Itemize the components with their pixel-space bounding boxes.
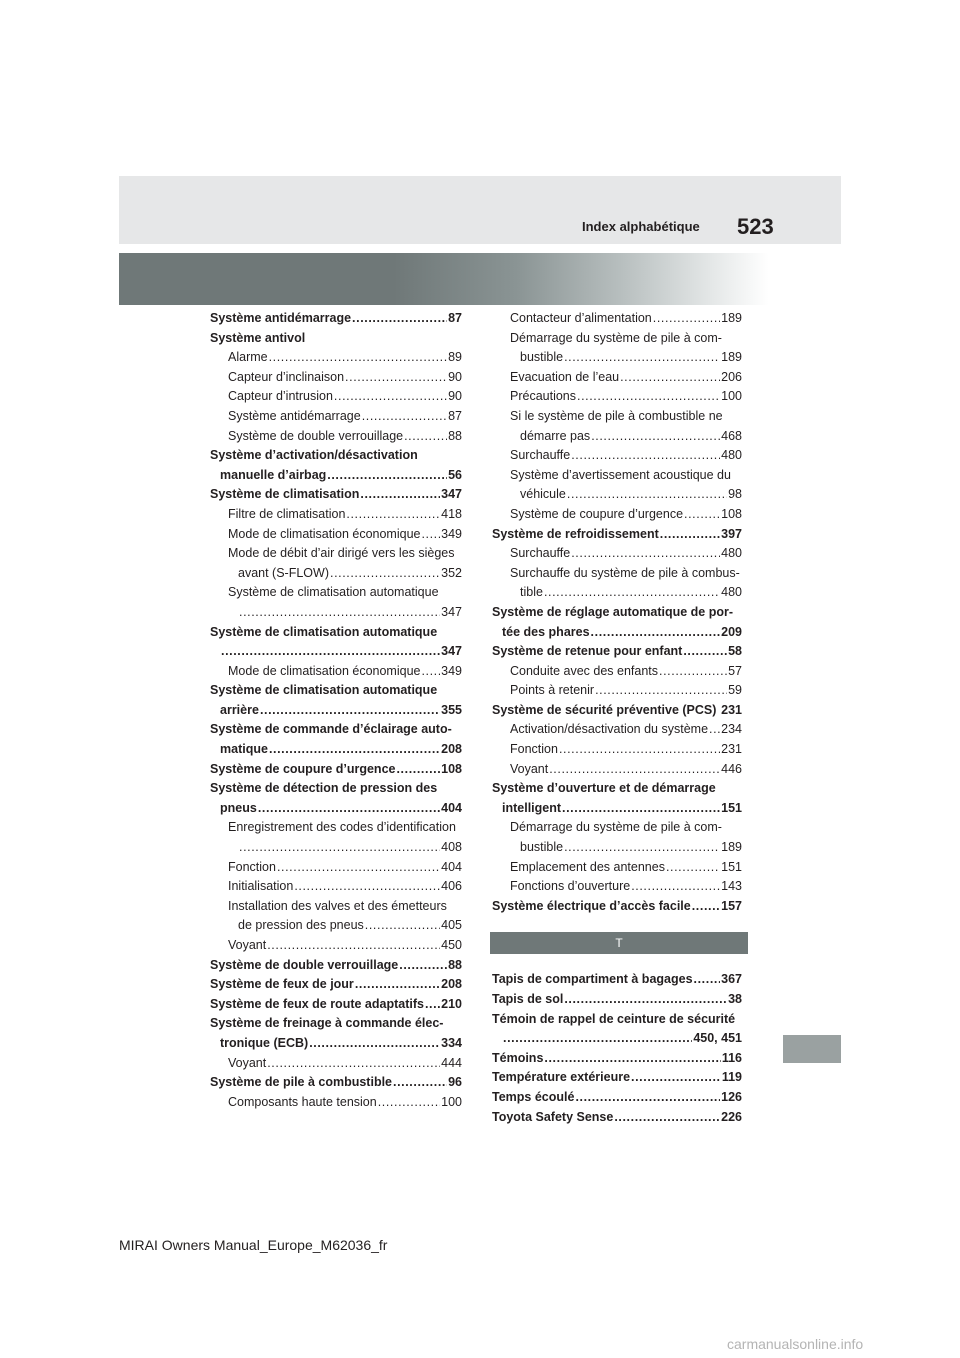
- dot-leader: [330, 564, 440, 584]
- index-entry-heading: Système de freinage à commande élec-: [210, 1016, 444, 1031]
- index-entry-label: Capteur d’inclinaison: [228, 369, 345, 384]
- index-entry-page: 226: [721, 1109, 742, 1124]
- index-entry-heading: Enregistrement des codes d’identification: [228, 820, 456, 835]
- dot-leader: [631, 877, 720, 897]
- dot-leader: [567, 485, 727, 505]
- dot-leader: [562, 799, 720, 819]
- index-entry-page: 347: [441, 604, 462, 619]
- index-entry[interactable]: [210, 1034, 462, 1054]
- dot-leader: [258, 799, 440, 819]
- index-entry-heading: Système antivol: [210, 330, 306, 345]
- index-entry[interactable]: [210, 995, 462, 1015]
- index-entry[interactable]: [492, 720, 742, 740]
- index-entry-page: 89: [448, 350, 462, 365]
- index-entry[interactable]: [210, 603, 462, 623]
- dot-leader: [267, 936, 440, 956]
- index-entry[interactable]: [210, 387, 462, 407]
- dot-leader: [421, 662, 440, 682]
- index-entry-heading: Système de climatisation automatique: [210, 683, 438, 698]
- dot-leader: [309, 1034, 440, 1054]
- index-entry-label: Système antidémarrage: [228, 408, 361, 423]
- index-entry[interactable]: [492, 1088, 742, 1108]
- dot-leader: [683, 642, 727, 662]
- dot-leader: [396, 760, 440, 780]
- index-entry[interactable]: [492, 662, 742, 682]
- dot-leader: [334, 387, 447, 407]
- index-entry[interactable]: [492, 348, 742, 368]
- index-entry[interactable]: [210, 466, 462, 486]
- index-entry-page: 98: [728, 487, 742, 502]
- dot-leader: [345, 368, 447, 388]
- index-entry-page: 108: [721, 506, 742, 521]
- index-entry-page: 88: [448, 957, 462, 972]
- index-entry-label: Conduite avec des enfants: [510, 663, 659, 678]
- index-entry-label: Filtre de climatisation: [228, 506, 346, 521]
- index-entry-label: Activation/désactivation du système: [510, 722, 709, 737]
- index-entry[interactable]: [492, 1029, 742, 1049]
- index-entry[interactable]: [210, 1093, 462, 1113]
- dot-leader: [362, 407, 447, 427]
- dot-leader: [577, 387, 720, 407]
- dot-leader: [544, 583, 720, 603]
- index-entry-page: 189: [721, 350, 742, 365]
- index-entry-heading: Témoin de rappel de ceinture de sécurité: [492, 1011, 736, 1026]
- dot-leader: [404, 427, 447, 447]
- index-entry-page: 208: [441, 977, 462, 992]
- dot-leader: [360, 485, 440, 505]
- index-entry[interactable]: [210, 642, 462, 662]
- dot-leader: [653, 309, 720, 329]
- dot-leader: [559, 740, 720, 760]
- index-entry-heading: Système d’ouverture et de démarrage: [492, 781, 716, 796]
- dot-leader: [709, 720, 720, 740]
- index-entry-page: 480: [721, 448, 742, 463]
- index-entry-label: démarre pas: [520, 428, 591, 443]
- index-entry[interactable]: [492, 877, 742, 897]
- index-entry-label: Alarme: [228, 350, 268, 365]
- index-entry-label: Système de retenue pour enfant: [492, 644, 683, 659]
- dot-leader: [355, 975, 440, 995]
- index-entry-heading: Si le système de pile à combustible ne: [510, 408, 723, 423]
- index-entry[interactable]: [210, 838, 462, 858]
- index-entry-page: 88: [448, 428, 462, 443]
- index-entry[interactable]: [492, 858, 742, 878]
- header-band: [119, 176, 841, 244]
- index-entry-label: Fonction: [510, 742, 558, 757]
- index-entry-page: 397: [721, 526, 742, 541]
- index-entry-page: 347: [441, 644, 462, 659]
- dot-leader: [393, 1073, 447, 1093]
- index-entry[interactable]: [492, 1108, 742, 1128]
- index-entry-label: Voyant: [228, 1055, 267, 1070]
- index-entry-page: 408: [441, 840, 462, 855]
- dot-leader: [267, 1054, 440, 1074]
- index-entry[interactable]: [492, 623, 742, 643]
- index-entry-label: Surchauffe: [510, 546, 571, 561]
- dot-leader: [544, 1049, 720, 1069]
- index-entry-page: 355: [441, 702, 462, 717]
- index-entry[interactable]: [210, 701, 462, 721]
- index-entry[interactable]: [210, 407, 462, 427]
- index-entry[interactable]: [492, 446, 742, 466]
- index-column-left: [210, 309, 462, 1112]
- index-entry[interactable]: [210, 525, 462, 545]
- dot-leader: [327, 466, 447, 486]
- index-entry-page: 480: [721, 546, 742, 561]
- index-entry-label: Fonctions d’ouverture: [510, 879, 631, 894]
- index-entry-heading: Installation des valves et des émetteurs: [228, 898, 447, 913]
- index-entry-page: 352: [441, 565, 462, 580]
- index-entry[interactable]: [210, 505, 462, 525]
- dot-leader: [564, 990, 727, 1010]
- dot-leader: [564, 838, 720, 858]
- index-entry-page: 406: [441, 879, 462, 894]
- index-entry-page: 468: [721, 428, 742, 443]
- index-entry-label: Mode de climatisation économique: [228, 526, 421, 541]
- dot-leader: [425, 995, 440, 1015]
- dot-leader: [692, 897, 720, 917]
- footer-text: MIRAI Owners Manual_Europe_M62036_fr: [119, 1237, 388, 1253]
- index-entry-label: matique: [220, 742, 268, 757]
- index-entry-heading: Système de détection de pression des: [210, 781, 438, 796]
- index-entry-label: avant (S-FLOW): [238, 565, 329, 580]
- index-entry[interactable]: [492, 387, 742, 407]
- index-entry[interactable]: [492, 485, 742, 505]
- index-entry-label: Composants haute tension: [228, 1094, 377, 1109]
- index-entry-page: 151: [721, 859, 742, 874]
- index-entry-heading: Démarrage du système de pile à com-: [510, 820, 722, 835]
- dot-leader: [591, 623, 721, 643]
- index-entry[interactable]: [492, 427, 742, 447]
- index-entry[interactable]: [492, 1068, 742, 1088]
- index-entry-page: 367: [721, 972, 742, 987]
- index-entry[interactable]: [492, 583, 742, 603]
- index-entry-heading: Système de réglage automatique de por-: [492, 604, 734, 619]
- index-entry[interactable]: [492, 897, 742, 917]
- index-entry[interactable]: [210, 936, 462, 956]
- index-entry-page: 57: [728, 663, 742, 678]
- index-entry-label: Temps écoulé: [492, 1089, 575, 1104]
- dot-leader: [684, 505, 720, 525]
- index-entry-label: Toyota Safety Sense: [492, 1109, 614, 1124]
- index-entry[interactable]: [492, 642, 742, 662]
- index-entry-page: 446: [721, 761, 742, 776]
- index-entry-heading: Mode de débit d’air dirigé vers les sièges: [228, 546, 455, 561]
- index-entry-label: Système de double verrouillage: [210, 957, 399, 972]
- index-entry-page: 189: [721, 311, 742, 325]
- index-entry-label: Température extérieure: [492, 1070, 631, 1085]
- index-entry[interactable]: [492, 544, 742, 564]
- dot-leader: [221, 642, 440, 662]
- index-entry-page: 90: [448, 389, 462, 404]
- index-entry-page: 404: [441, 859, 462, 874]
- index-entry-page: 349: [441, 663, 462, 678]
- index-entry[interactable]: [210, 1073, 462, 1093]
- index-entry[interactable]: [492, 368, 742, 388]
- section-title: Index alphabétique: [582, 219, 700, 234]
- index-entry[interactable]: [210, 485, 462, 505]
- index-entry-label: Initialisation: [228, 879, 294, 894]
- dot-leader: [269, 740, 440, 760]
- index-entry[interactable]: [492, 838, 742, 858]
- index-entry-page: 59: [728, 683, 742, 698]
- index-entry[interactable]: [210, 1054, 462, 1074]
- dot-leader: [591, 427, 720, 447]
- index-entry-label: Précautions: [510, 389, 577, 404]
- index-entry-page: 405: [441, 918, 462, 933]
- index-entry-heading: Démarrage du système de pile à com-: [510, 330, 722, 345]
- dot-leader: [239, 603, 440, 623]
- index-entry-page: 100: [441, 1094, 462, 1109]
- index-entry-label: Points à retenir: [510, 683, 595, 698]
- index-entry-page: 334: [441, 1035, 462, 1050]
- index-entry-label: Système de sécurité préventive (PCS): [492, 702, 717, 717]
- index-entry[interactable]: [492, 970, 742, 990]
- index-entry-page: 480: [721, 585, 742, 600]
- index-entry-label: Système antidémarrage: [210, 311, 352, 325]
- index-entry[interactable]: [210, 368, 462, 388]
- index-entry-label: bustible: [520, 350, 564, 365]
- index-entry-label: Système de coupure d’urgence: [210, 761, 396, 776]
- index-entry-label: Voyant: [228, 938, 267, 952]
- index-entry-heading: Surchauffe du système de pile à combus-: [510, 565, 740, 580]
- index-entry-page: 87: [448, 408, 462, 423]
- index-entry-page: 87: [448, 311, 462, 325]
- dot-leader: [239, 838, 440, 858]
- dot-leader: [571, 544, 720, 564]
- index-entry-page: 231: [721, 702, 742, 717]
- index-entry[interactable]: [210, 348, 462, 368]
- index-entry-label: tronique (ECB): [220, 1035, 309, 1050]
- index-entry-label: intelligent: [502, 800, 562, 815]
- index-entry[interactable]: [210, 858, 462, 878]
- index-entry-page: 90: [448, 369, 462, 384]
- index-entry-heading: Système de commande d’éclairage auto-: [210, 722, 452, 737]
- index-entry[interactable]: [210, 956, 462, 976]
- dot-leader: [571, 446, 720, 466]
- dot-leader: [277, 858, 440, 878]
- index-entry-page: 157: [721, 898, 742, 913]
- index-entry-page: 189: [721, 840, 742, 855]
- index-entry-label: Système de pile à combustible: [210, 1075, 393, 1090]
- dot-leader: [614, 1108, 720, 1128]
- watermark: carmanualsonline.info: [727, 1336, 864, 1352]
- index-entry-label: tée des phares: [502, 624, 590, 639]
- dot-leader: [421, 525, 440, 545]
- dot-leader: [660, 525, 720, 545]
- index-entry-page: 126: [721, 1089, 742, 1104]
- index-entry[interactable]: [492, 990, 742, 1010]
- index-entry-heading: Système d’activation/désactivation: [210, 448, 418, 463]
- dot-leader: [378, 1093, 440, 1113]
- dot-leader: [564, 348, 720, 368]
- index-entry-label: bustible: [520, 840, 564, 855]
- index-entry[interactable]: [210, 309, 462, 329]
- dot-leader: [399, 956, 447, 976]
- index-column-right: [492, 309, 742, 1127]
- index-entry-page: 143: [721, 879, 742, 894]
- index-entry[interactable]: [492, 799, 742, 819]
- page-number: 523: [737, 214, 774, 239]
- index-entry-page: 100: [721, 389, 742, 404]
- index-entry-page: 96: [448, 1075, 462, 1090]
- index-entry-label: Système de refroidissement: [492, 526, 659, 541]
- dot-leader: [659, 662, 727, 682]
- index-entry-label: pneus: [220, 800, 257, 815]
- index-entry-label: Tapis de compartiment à bagages: [492, 972, 693, 987]
- index-entry-label: arrière: [220, 702, 259, 717]
- index-entry-label: de pression des pneus: [238, 918, 364, 933]
- index-entry-label: Contacteur d’alimentation: [510, 311, 652, 325]
- index-entry[interactable]: [210, 760, 462, 780]
- index-entry-page: 56: [448, 467, 462, 482]
- dot-leader: [260, 701, 440, 721]
- index-entry-page: 38: [728, 992, 742, 1006]
- index-entry-heading: Système de climatisation automatique: [228, 585, 439, 600]
- index-entry-page: 116: [721, 1050, 742, 1065]
- index-entry-page: 58: [728, 644, 742, 659]
- dot-leader: [620, 368, 720, 388]
- index-entry-label: Fonction: [228, 859, 276, 874]
- index-entry[interactable]: [210, 740, 462, 760]
- index-entry-label: Capteur d’intrusion: [228, 389, 333, 404]
- index-entry-page: 450: [441, 938, 462, 952]
- index-entry-label: Système électrique d’accès facile: [492, 898, 691, 913]
- index-entry[interactable]: [210, 975, 462, 995]
- dot-leader: [575, 1088, 720, 1108]
- index-entry-page: 206: [721, 369, 742, 384]
- dot-leader: [365, 916, 440, 936]
- dot-leader: [269, 348, 448, 368]
- index-letter-heading: T: [490, 932, 748, 954]
- side-tab: [783, 1035, 841, 1063]
- dot-leader: [346, 505, 440, 525]
- index-entry-label: véhicule: [520, 487, 566, 502]
- index-entry-label: Surchauffe: [510, 448, 571, 463]
- index-entry-label: Mode de climatisation économique: [228, 663, 421, 678]
- index-entry-page: 404: [441, 800, 462, 815]
- index-entry-page: 231: [721, 742, 742, 757]
- index-entry-label: Système de climatisation: [210, 487, 360, 502]
- index-entry-label: Evacuation de l’eau: [510, 369, 620, 384]
- index-entry-label: Système de feux de jour: [210, 977, 354, 992]
- index-entry-label: Système de feux de route adaptatifs: [210, 996, 424, 1011]
- dot-leader: [503, 1029, 692, 1049]
- index-entry[interactable]: [210, 564, 462, 584]
- index-entry-page: 119: [721, 1070, 742, 1085]
- index-entry-page: 208: [441, 742, 462, 757]
- index-entry-page: 151: [721, 800, 742, 815]
- index-entry[interactable]: [492, 505, 742, 525]
- index-entry[interactable]: [210, 916, 462, 936]
- index-entry-page: 234: [721, 722, 742, 737]
- index-entry[interactable]: [210, 877, 462, 897]
- dot-leader: [294, 877, 440, 897]
- index-entry-label: Témoins: [492, 1050, 544, 1065]
- index-entry[interactable]: [492, 309, 742, 329]
- index-entry-page: 210: [441, 996, 462, 1011]
- dot-leader: [631, 1068, 721, 1088]
- index-entry[interactable]: [210, 662, 462, 682]
- index-entry[interactable]: [492, 760, 742, 780]
- index-entry-page: 444: [441, 1055, 462, 1070]
- index-entry-page: 349: [441, 526, 462, 541]
- index-entry[interactable]: [210, 427, 462, 447]
- index-entry-page: 347: [441, 487, 462, 502]
- index-entry-page: 108: [441, 761, 462, 776]
- index-entry[interactable]: [492, 681, 742, 701]
- index-entry-label: Emplacement des antennes: [510, 859, 665, 874]
- index-entry-heading: Système d’avertissement acoustique du: [510, 467, 731, 482]
- index-entry-label: Système de double verrouillage: [228, 428, 404, 443]
- gradient-band: [119, 253, 841, 305]
- dot-leader: [694, 970, 721, 990]
- index-entry-label: manuelle d’airbag: [220, 467, 327, 482]
- index-entry-label: Tapis de sol: [492, 992, 564, 1006]
- index-entry[interactable]: [492, 701, 742, 721]
- index-entry[interactable]: [492, 740, 742, 760]
- dot-leader: [352, 309, 447, 329]
- dot-leader: [666, 858, 720, 878]
- index-entry-label: tible: [520, 585, 543, 600]
- index-entry-heading: Système de climatisation automatique: [210, 624, 438, 639]
- index-entry[interactable]: [210, 799, 462, 819]
- index-entry-label: Système de coupure d’urgence: [510, 506, 684, 521]
- dot-leader: [595, 681, 727, 701]
- dot-leader: [549, 760, 720, 780]
- index-entry-page: 209: [721, 624, 742, 639]
- index-entry-page: 418: [441, 506, 462, 521]
- index-entry[interactable]: [492, 1049, 742, 1069]
- index-entry[interactable]: [492, 525, 742, 545]
- index-entry-label: Voyant: [510, 761, 549, 776]
- index-entry-page: 450, 451: [693, 1031, 742, 1046]
